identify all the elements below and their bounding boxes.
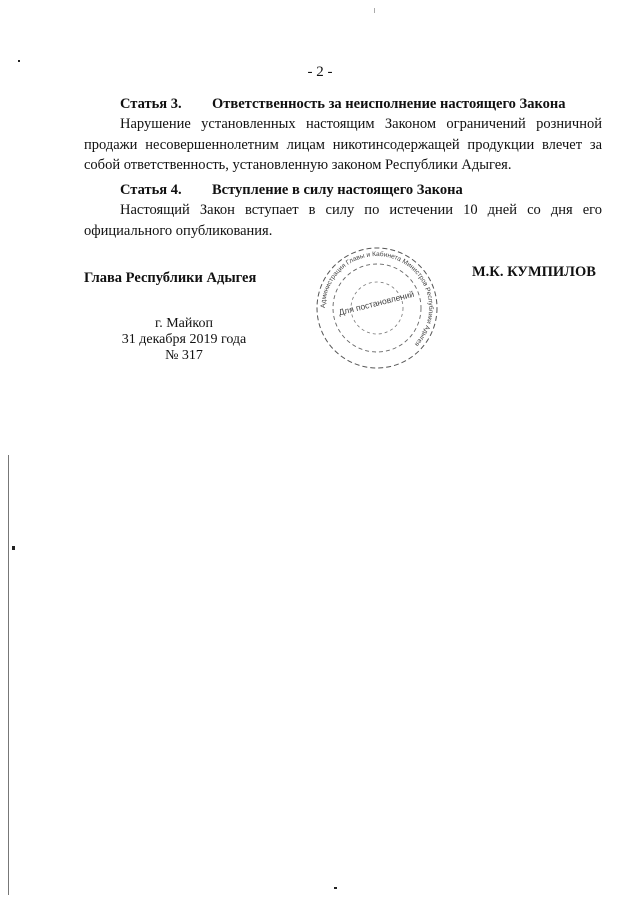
scan-speck [374, 8, 375, 13]
article-3-text: Нарушение установленных настоящим Законом ограничений розничной продажи несовершеннолетним лицам никотинсодержащей продукции влечет за собой ответственность, установленную законом Республики Адыгея. [84, 116, 602, 173]
article-4-text: Настоящий Закон вступает в силу по истечении 10 дней со дня его официального опубликования. [84, 202, 602, 239]
city: г. Майкоп [155, 316, 213, 331]
official-seal [312, 244, 442, 372]
signatory-name: М.К. КУМПИЛОВ [472, 264, 596, 280]
scan-speck [12, 546, 15, 550]
article-4-heading [120, 182, 463, 199]
date: 31 декабря 2019 года [121, 332, 247, 347]
seal-outer-text: Администрация Главы и Кабинета Министров Республики Адыгея [319, 250, 435, 348]
article-3-title: Ответственность за неисполнение настоящего Закона [212, 96, 566, 112]
place-date-block [104, 316, 264, 364]
article-3-heading [120, 96, 565, 113]
article-3-label: Статья 3. [120, 96, 182, 112]
article-4-text-block [84, 200, 602, 241]
scan-speck [334, 887, 337, 889]
seal-inner-text: Для постановлений [337, 288, 416, 318]
scan-speck [18, 60, 20, 62]
signatory-position: Глава Республики Адыгея [84, 270, 257, 286]
article-3-text-block [84, 114, 602, 176]
article-4-title: Вступление в силу настоящего Закона [212, 182, 463, 198]
scan-edge-line [8, 455, 9, 895]
document-number: № 317 [165, 348, 203, 363]
page-number: - 2 - [307, 64, 333, 80]
article-4-label: Статья 4. [120, 182, 182, 198]
